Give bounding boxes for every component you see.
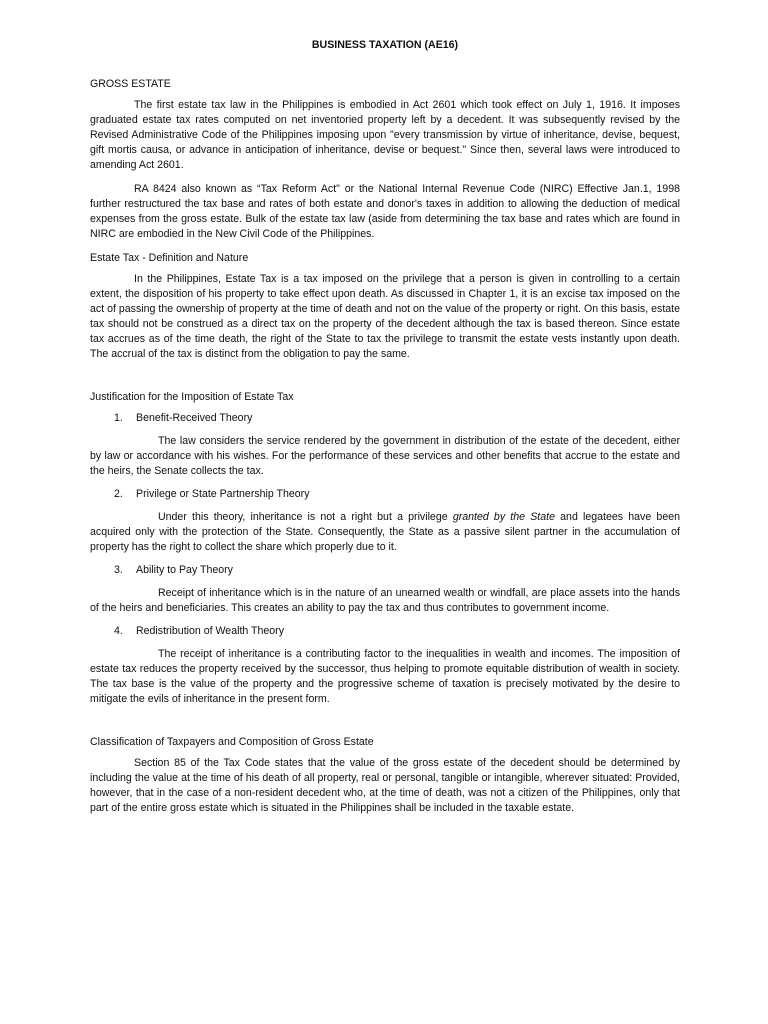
theory-title: Ability to Pay Theory xyxy=(136,564,233,576)
theory-item-4 xyxy=(90,624,680,639)
theory-title: Redistribution of Wealth Theory xyxy=(136,625,284,637)
paragraph-gross-estate-1: The first estate tax law in the Philippines is embodied in Act 2601 which took effect on July 1, 1916. It imposes graduated estate tax rates computed on net inventoried property left by a decedent. It was subsequently revised by the Revised Administrative Code of the Philippines imposing upon "every transmission by virtue of inheritance, devise, bequest, gift mortis causa, or advance in anticipation of inheritance, devise or bequest." Since then, several laws were introduced to amending Act 2601. xyxy=(90,99,680,171)
theory-text-italic: granted by the State xyxy=(452,511,555,523)
theory-title: Benefit-Received Theory xyxy=(136,412,253,424)
heading-gross-estate: GROSS ESTATE xyxy=(90,78,171,90)
theory-text-3: Receipt of inheritance which is in the nature of an unearned wealth or windfall, are place assets into the hands of the heirs and beneficiaries. This creates an ability to pay the tax and thus contributes to government income. xyxy=(90,587,680,614)
heading-classification: Classification of Taxpayers and Composition of Gross Estate xyxy=(90,736,374,748)
paragraph-gross-estate-2: RA 8424 also known as “Tax Reform Act" or the National Internal Revenue Code (NIRC) Effective Jan.1, 1998 further restructured the tax base and rates of both estate and donor's taxes in addition to allowing the deduction of medical expenses from the gross estate. Bulk of the estate tax law (aside from determining the tax base and rates which are found in NIRC are embodied in the New Civil Code of the Philippines. xyxy=(90,183,680,240)
theory-item-2 xyxy=(90,487,680,502)
theory-title: Privilege or State Partnership Theory xyxy=(136,488,310,500)
theory-number: 2. xyxy=(114,488,123,500)
document-title: BUSINESS TAXATION (AE16) xyxy=(311,39,459,51)
theory-item-3 xyxy=(90,563,680,578)
theory-text-part: Under this theory, inheritance is not a right but a privilege xyxy=(158,511,453,523)
paragraph-estate-tax: In the Philippines, Estate Tax is a tax imposed on the privilege that a person is given in controlling to a certain extent, the disposition of his property to take effect upon death. As discussed in Chapter 1, it is an excise tax imposed on the act of passing the ownership of property at the time of death and not on the value of the property or right. On this basis, estate tax should not be construed as a direct tax on the property of the decedent although the tax is based thereon. Since estate tax accrues as of the time death, the right of the State to tax the privilege to transmit the estate vests instantly upon death. The accrual of the tax is distinct from the obligation to pay the same. xyxy=(90,273,680,360)
theory-text-2 xyxy=(90,510,680,555)
paragraph-classification: Section 85 of the Tax Code states that the value of the gross estate of the decedent should be determined by including the value at the time of his death of all property, real or personal, tangible or intangible, wherever situated: Provided, however, that in the case of a non-resident decedent who, at the time of death, was not a citizen of the Philippines, only that part of the entire gross estate which is situated in the Philippines shall be included in the taxable estate. xyxy=(90,757,680,814)
theory-number: 3. xyxy=(114,564,123,576)
heading-justification: Justification for the Imposition of Estate Tax xyxy=(90,391,294,403)
theory-number: 4. xyxy=(114,625,123,637)
heading-estate-tax: Estate Tax - Definition and Nature xyxy=(90,252,249,264)
theory-text-part: and legatees have been acquired only with the protection of the State. Consequently, the State as a passive silent partner in the accumulation of property has the right to collect the share which properly due to it. xyxy=(90,511,680,553)
theory-text-4: The receipt of inheritance is a contributing factor to the inequalities in wealth and incomes. The imposition of estate tax reduces the property received by the successor, thus helping to promote equitable distribution of wealth in society. The tax base is the value of the property and the progressive scheme of taxation is precisely motivated by the desire to mitigate the evils of inheritance in the present form. xyxy=(90,648,680,705)
theory-text-1: The law considers the service rendered by the government in distribution of the estate of the decedent, either by law or accordance with his wishes. For the performance of these services and other benefits that accrue to the estate and the heirs, the Senate collects the tax. xyxy=(90,435,680,477)
theory-number: 1. xyxy=(114,412,123,424)
theory-item-1 xyxy=(90,411,680,426)
